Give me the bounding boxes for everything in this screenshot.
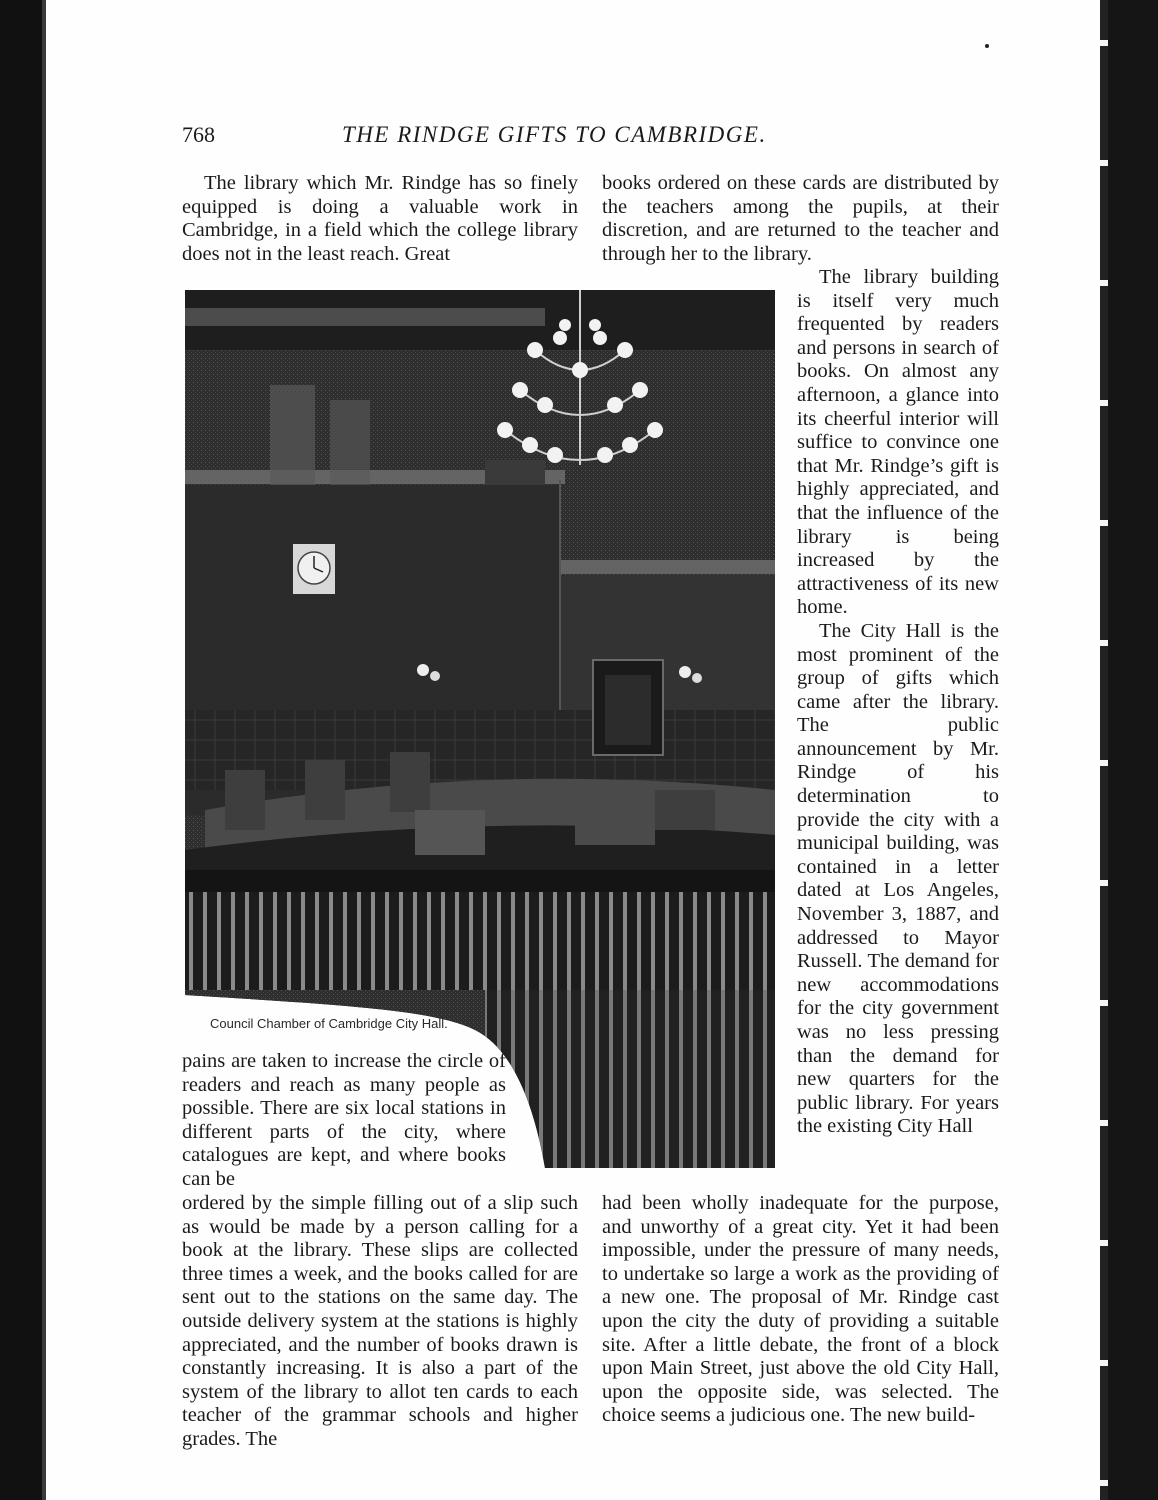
paragraph: The library which Mr. Rindge has so finely equipped is doing a valuable work in Cambridge, in a field which the college library does not in the least reach. Great <box>182 172 578 265</box>
right-column-narrow <box>797 266 999 1139</box>
page-number: 768 <box>182 122 215 147</box>
left-column-bottom <box>182 1192 578 1452</box>
scan-border-left <box>0 0 42 1500</box>
council-chamber-illustration <box>185 290 775 1168</box>
left-column-narrow <box>182 1050 506 1192</box>
right-column-bottom <box>602 1192 999 1428</box>
scan-border-right-edge <box>1100 0 1108 1500</box>
page-header <box>182 122 1002 152</box>
paragraph: books ordered on these cards are distributed by the teachers among the pupils, at their discretion, and are returned to the teacher and through her to the library. <box>602 172 999 265</box>
right-column-top <box>602 172 999 266</box>
scan-border-left-edge <box>42 0 46 1500</box>
figure-caption: Council Chamber of Cambridge City Hall. <box>210 1016 448 1031</box>
scan-border-right <box>1106 0 1158 1500</box>
left-column-top <box>182 172 578 266</box>
running-title: THE RINDGE GIFTS TO CAMBRIDGE. <box>342 122 767 147</box>
paragraph: pains are taken to increase the circle of readers and reach as many people as possible. There are six local stations in different parts of the city, where catalogues are kept, and where books can be <box>182 1050 506 1190</box>
paragraph: ordered by the simple filling out of a slip such as would be made by a person calling for a book at the library. These slips are collected three times a week, and the books called for are sent out to the stations on the same day. The outside delivery system at the stations is highly appreciated, and the number of books drawn is constantly increasing. It is also a part of the system of the library to allot ten cards to each teacher of the grammar schools and higher grades. The <box>182 1192 578 1450</box>
paragraph: had been wholly inadequate for the purpose, and unworthy of a great city. Yet it had been impossible, under the pressure of many needs, to undertake so large a work as the providing of a new one. The proposal of Mr. Rindge cast upon the city the duty of providing a suitable site. After a little debate, the front of a block upon Main Street, just above the old City Hall, upon the opposite side, was selected. The choice seems a judicious one. The new build- <box>602 1192 999 1427</box>
paragraph: The City Hall is the most prominent of the group of gifts which came after the library. The public announcement by Mr. Rindge of his determination to provide the city with a municipal building, was contained in a letter dated at Los Angeles, November 3, 1887, and addressed to Mayor Russell. The demand for new accommodations for the city government was no less pressing than the demand for new quarters for the public library. For years the existing City Hall <box>797 619 999 1138</box>
scan-speck <box>985 44 989 48</box>
paragraph: The library building is itself very much frequented by readers and persons in search of books. On almost any afternoon, a glance into its cheerful interior will suffice to convince one that Mr. Rindge’s gift is highly appreciated, and that the influence of the library is being increased by the attractiveness of its new home. <box>797 266 999 619</box>
